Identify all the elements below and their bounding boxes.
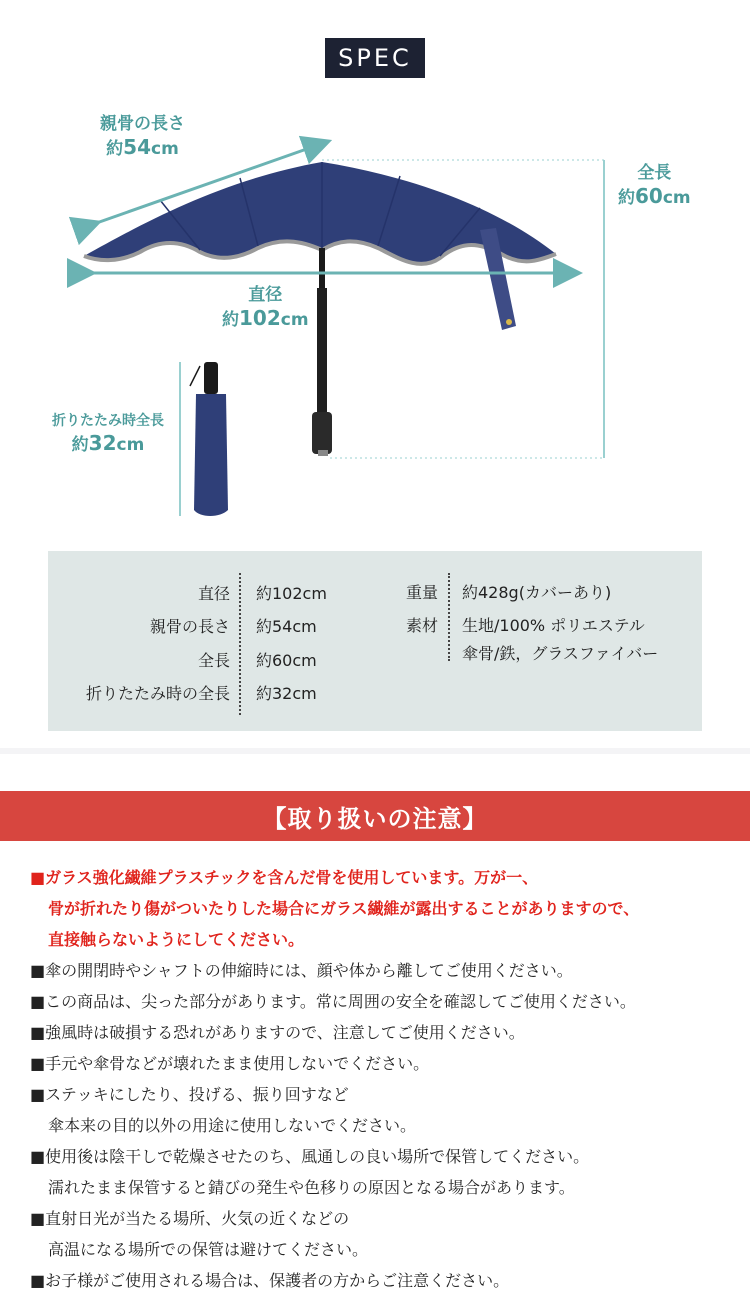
umbrella-diagram <box>0 90 750 530</box>
caution-item: ■お子様がご使用される場合は、保護者の方からご注意ください。 <box>30 1271 510 1290</box>
total-length-label: 全長 約60cm <box>618 163 691 209</box>
caution-item: 高温になる場所での保管は避けてください。 <box>48 1240 369 1259</box>
spec-value-material-frame: 傘骨/鉄，グラスファイバー <box>462 644 659 663</box>
caution-item: ■傘の開閉時やシャフトの伸縮時には、顔や体から離してご使用ください。 <box>30 961 573 980</box>
spec-label-rib: 親骨の長さ <box>149 617 230 636</box>
spec-label-diameter: 直径 <box>197 584 230 603</box>
spec-divider-right <box>448 573 450 661</box>
caution-item: ■ステッキにしたり、投げる、振り回すなど <box>30 1085 349 1104</box>
spec-value-rib: 約54cm <box>256 617 317 636</box>
spec-value-material-fabric: 生地/100% ポリエステル <box>462 616 645 635</box>
spec-divider-left <box>239 573 241 715</box>
caution-item: 濡れたまま保管すると錆びの発生や色移りの原因となる場合があります。 <box>48 1178 575 1197</box>
spec-value-diameter: 約102cm <box>256 584 327 603</box>
spec-badge: SPEC <box>325 38 425 78</box>
diameter-label: 直径 約102cm <box>222 285 309 331</box>
spec-label-total: 全長 <box>197 651 230 670</box>
spec-value-folded: 約32cm <box>256 684 317 703</box>
caution-item: ■ガラス強化繊維プラスチックを含んだ骨を使用しています。万が一、 <box>30 868 539 887</box>
caution-item: ■使用後は陰干しで乾燥させたのち、風通しの良い場所で保管してください。 <box>30 1147 590 1166</box>
folded-umbrella <box>190 362 228 516</box>
caution-title: 【取り扱いの注意】 <box>0 791 750 841</box>
rib-length-label: 親骨の長さ 約54cm <box>100 114 185 160</box>
spec-value-weight: 約428g(カバーあり) <box>462 583 612 602</box>
caution-list <box>30 862 730 1296</box>
caution-item: 直接触らないようにしてください。 <box>48 930 305 949</box>
spec-label-material: 素材 <box>405 616 438 635</box>
spec-label-folded: 折りたたみ時の全長 <box>85 684 230 703</box>
umbrella-shaft <box>312 248 332 456</box>
caution-item: 骨が折れたり傷がついたりした場合にガラス繊維が露出することがありますので、 <box>48 899 640 918</box>
folded-length-label: 折りたたみ時全長 約32cm <box>52 413 164 455</box>
caution-item: 傘本来の目的以外の用途に使用しないでください。 <box>48 1116 417 1135</box>
spec-table <box>48 551 702 731</box>
caution-item: ■強風時は破損する恐れがありますので、注意してご使用ください。 <box>30 1023 525 1042</box>
caution-item: ■手元や傘骨などが壊れたまま使用しないでください。 <box>30 1054 430 1073</box>
spec-label-weight: 重量 <box>405 583 438 602</box>
section-divider <box>0 748 750 754</box>
caution-item: ■直射日光が当たる場所、火気の近くなどの <box>30 1209 350 1228</box>
spec-value-total: 約60cm <box>256 651 317 670</box>
caution-item: ■この商品は、尖った部分があります。常に周囲の安全を確認してご使用ください。 <box>30 992 636 1011</box>
